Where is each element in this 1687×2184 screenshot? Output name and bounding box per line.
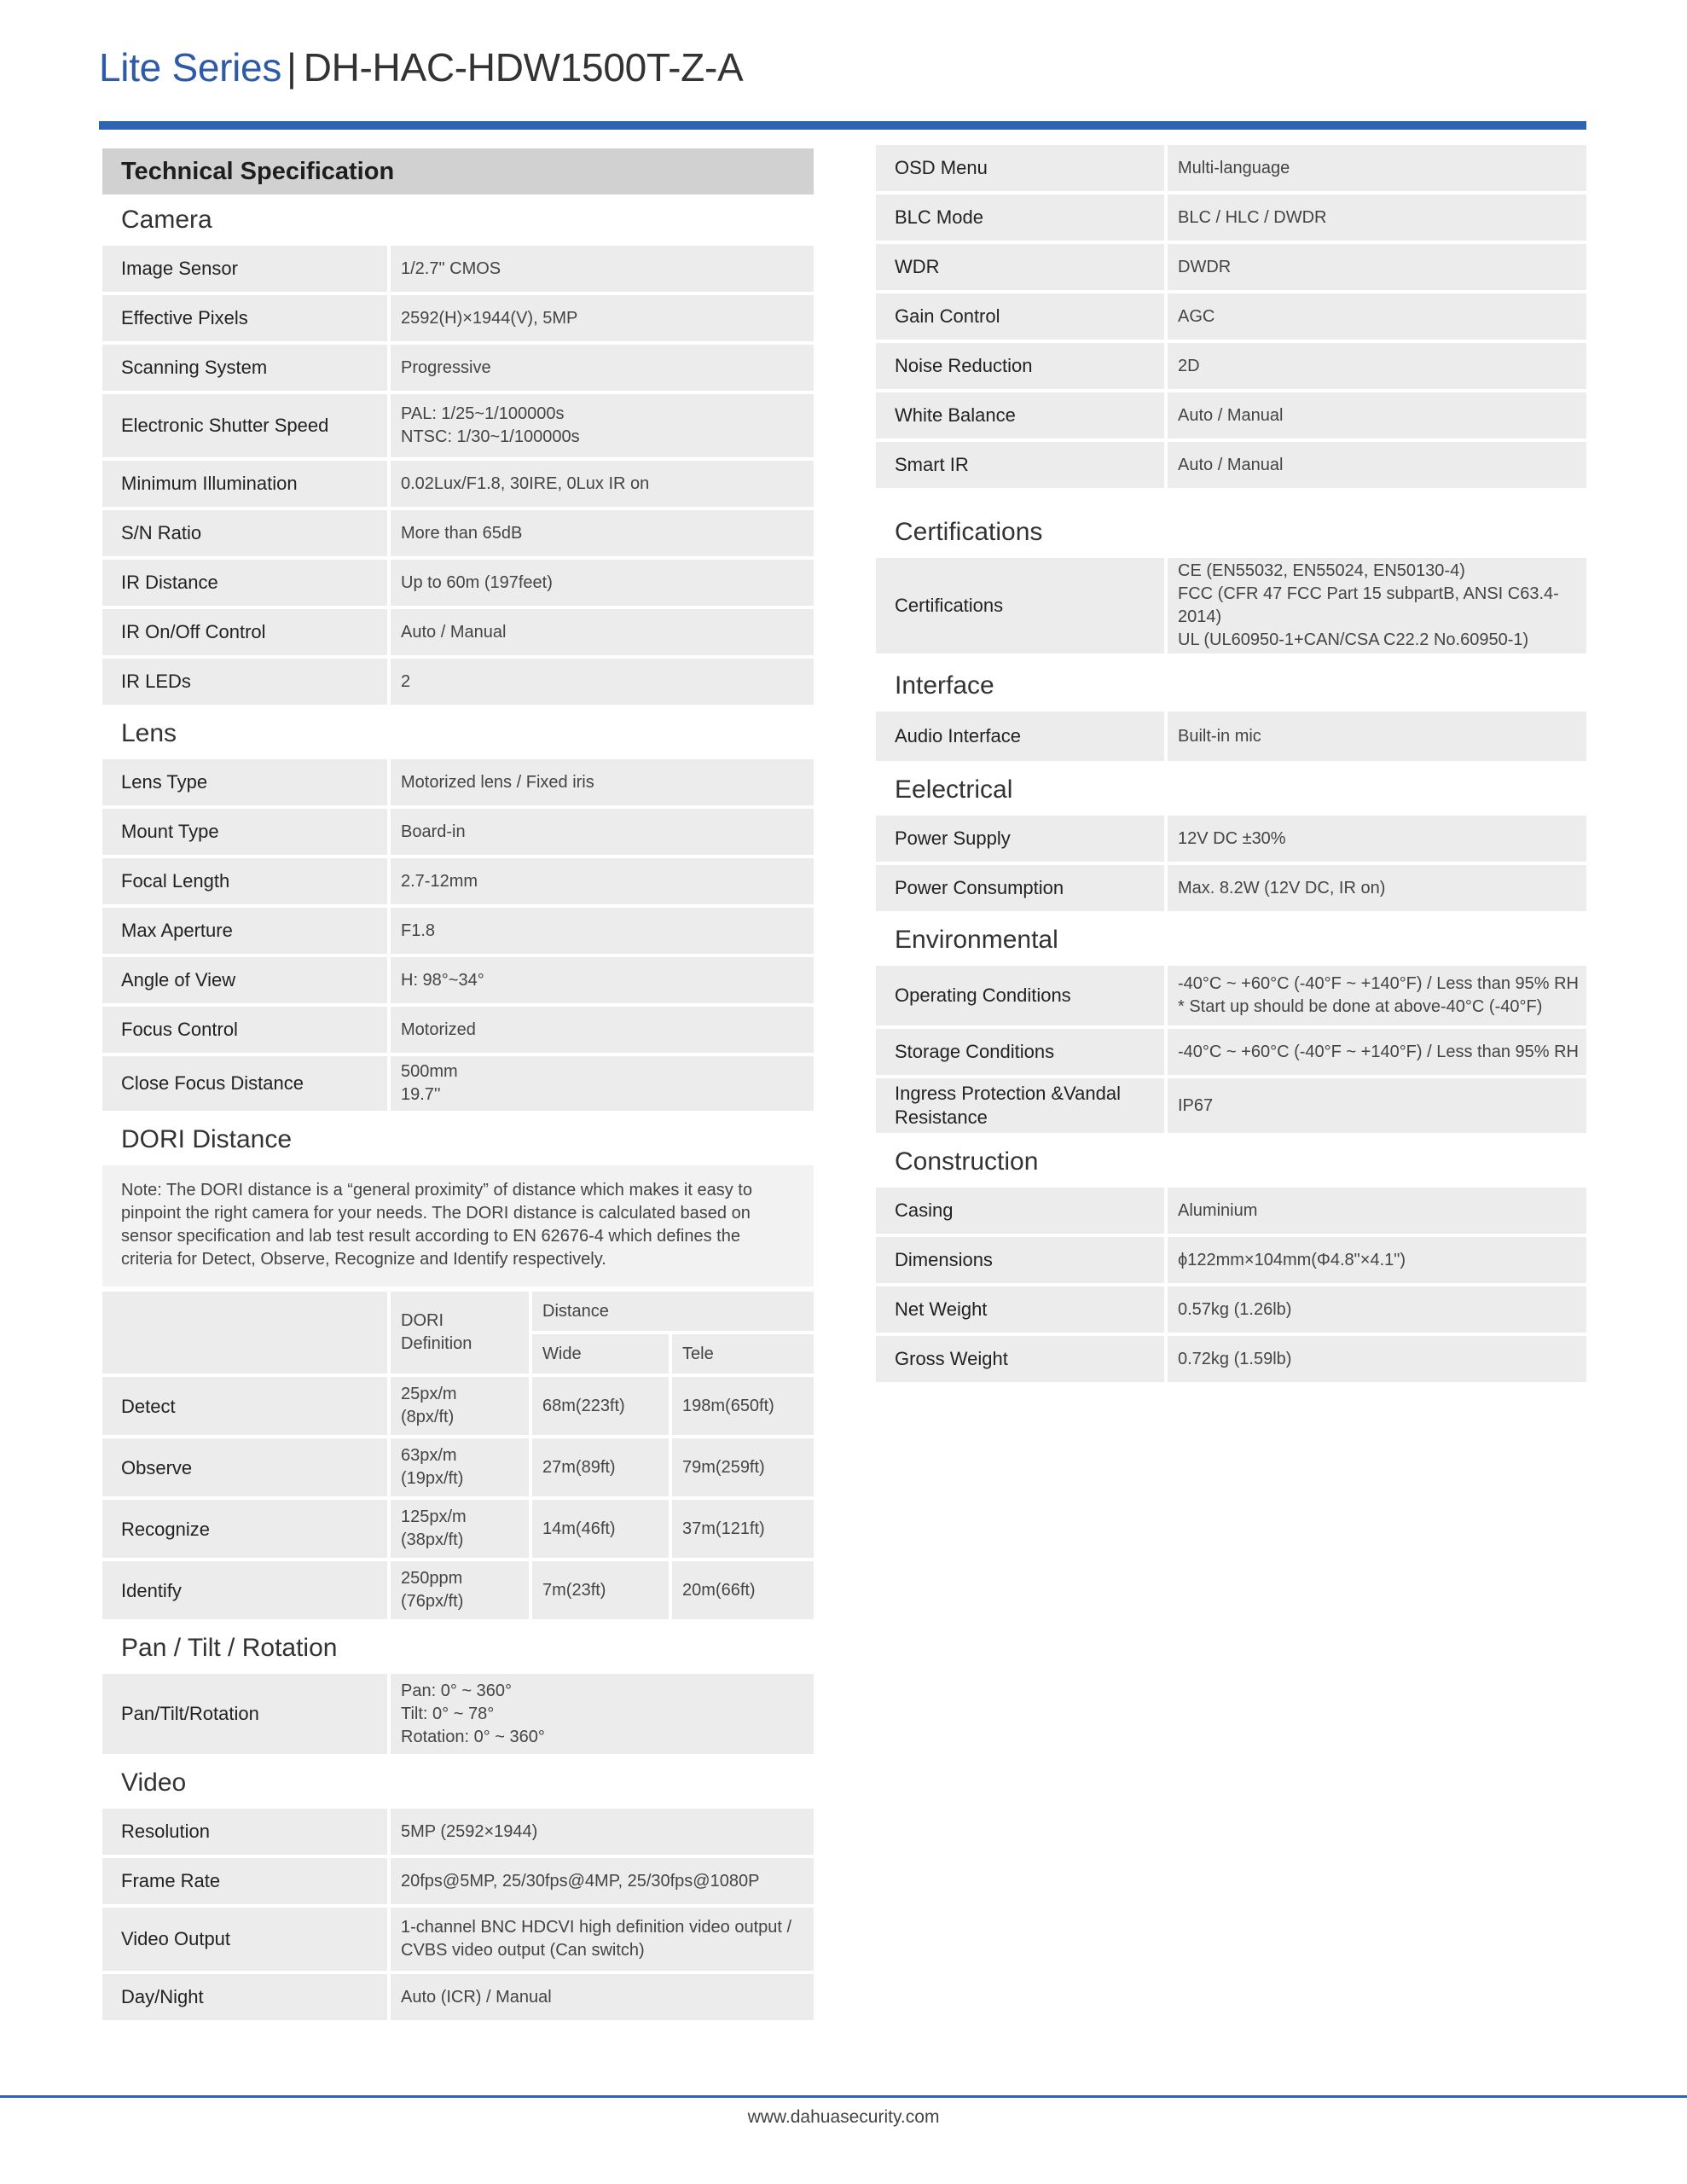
spec-label: Smart IR <box>876 442 1164 488</box>
spec-row <box>102 1007 814 1053</box>
spec-label: BLC Mode <box>876 195 1164 241</box>
spec-label: Image Sensor <box>102 246 387 292</box>
spec-label: Power Consumption <box>876 865 1164 911</box>
spec-value: IP67 <box>1168 1078 1586 1133</box>
spec-row <box>102 510 814 556</box>
spec-label: Day/Night <box>102 1974 387 2020</box>
spec-label: Max Aperture <box>102 908 387 954</box>
spec-group-interface <box>876 712 1586 761</box>
spec-value: CE (EN55032, EN55024, EN50130-4) FCC (CFR 47 FCC Part 15 subpartB, ANSI C63.4-2014) UL (UL60950-1+CAN/CSA C22.2 No.60950-1) <box>1168 558 1586 653</box>
dori-table <box>102 1292 814 1623</box>
spec-label: Operating Conditions <box>876 966 1164 1025</box>
spec-row <box>102 759 814 805</box>
spec-value: 12V DC ±30% <box>1168 816 1586 862</box>
spec-value: 1-channel BNC HDCVI high definition video output / CVBS video output (Can switch) <box>391 1908 814 1971</box>
header-rule <box>99 121 1586 130</box>
spec-value: Built-in mic <box>1168 712 1586 761</box>
spec-value: BLC / HLC / DWDR <box>1168 195 1586 241</box>
spec-row <box>102 809 814 855</box>
spec-row <box>876 293 1586 340</box>
section-heading-camera: Camera <box>121 206 212 234</box>
dori-row-wide: 14m(46ft) <box>532 1500 672 1561</box>
spec-label: Angle of View <box>102 957 387 1003</box>
spec-row <box>102 461 814 507</box>
spec-label: Focal Length <box>102 858 387 904</box>
section-heading-pan-tilt-rotation: Pan / Tilt / Rotation <box>121 1634 338 1662</box>
dori-row <box>102 1438 814 1500</box>
dori-row-name: Identify <box>102 1561 391 1623</box>
spec-row <box>876 442 1586 488</box>
spec-value: H: 98°~34° <box>391 957 814 1003</box>
spec-value: Auto (ICR) / Manual <box>391 1974 814 2020</box>
spec-group-video-continued <box>876 145 1586 488</box>
spec-row <box>102 908 814 954</box>
spec-value: DWDR <box>1168 244 1586 290</box>
spec-label: White Balance <box>876 392 1164 439</box>
spec-label: IR LEDs <box>102 659 387 705</box>
spec-label: Resolution <box>102 1809 387 1855</box>
spec-label: Close Focus Distance <box>102 1056 387 1111</box>
spec-row <box>876 244 1586 290</box>
dori-row-definition: 63px/m (19px/ft) <box>391 1438 532 1500</box>
spec-label: Pan/Tilt/Rotation <box>102 1674 387 1754</box>
dori-row-wide: 68m(223ft) <box>532 1377 672 1438</box>
dori-row-name: Detect <box>102 1377 391 1438</box>
spec-row <box>102 345 814 391</box>
spec-label: S/N Ratio <box>102 510 387 556</box>
footer-rule <box>0 2095 1687 2098</box>
spec-value: 5MP (2592×1944) <box>391 1809 814 1855</box>
spec-value: 0.02Lux/F1.8, 30IRE, 0Lux IR on <box>391 461 814 507</box>
spec-label: Minimum Illumination <box>102 461 387 507</box>
spec-value: F1.8 <box>391 908 814 954</box>
spec-group-camera <box>102 246 814 705</box>
spec-group-certifications <box>876 558 1586 653</box>
dori-row-definition: 25px/m (8px/ft) <box>391 1377 532 1438</box>
spec-label: Certifications <box>876 558 1164 653</box>
dori-note: Note: The DORI distance is a “general proximity” of distance which makes it easy to pinpoint the right camera for your needs. The DORI distance is calculated based on sensor specification and lab test result according to EN 62676-4 which defines the criteria for Detect, Observe, Recognize and Identify respectively. <box>102 1165 814 1287</box>
spec-value: 20fps@5MP, 25/30fps@4MP, 25/30fps@1080P <box>391 1858 814 1904</box>
dori-row-definition: 125px/m (38px/ft) <box>391 1500 532 1561</box>
spec-value: Aluminium <box>1168 1188 1586 1234</box>
spec-row <box>102 1674 814 1754</box>
dori-row-tele: 37m(121ft) <box>672 1500 814 1561</box>
spec-value: PAL: 1/25~1/100000s NTSC: 1/30~1/100000s <box>391 394 814 457</box>
dori-row-tele: 79m(259ft) <box>672 1438 814 1500</box>
spec-value: 2D <box>1168 343 1586 389</box>
spec-label: Electronic Shutter Speed <box>102 394 387 457</box>
section-heading-dori: DORI Distance <box>121 1125 293 1153</box>
spec-row <box>102 957 814 1003</box>
spec-label: Noise Reduction <box>876 343 1164 389</box>
spec-row <box>102 560 814 606</box>
series-name: Lite Series <box>99 45 282 90</box>
spec-label: Lens Type <box>102 759 387 805</box>
spec-row <box>876 1237 1586 1283</box>
section-heading-environmental: Environmental <box>895 926 1058 954</box>
spec-label: Mount Type <box>102 809 387 855</box>
spec-value: Board-in <box>391 809 814 855</box>
dori-col-wide: Wide <box>532 1334 672 1377</box>
spec-label: Audio Interface <box>876 712 1164 761</box>
spec-value: 2.7-12mm <box>391 858 814 904</box>
page-header <box>99 44 743 90</box>
section-heading-electrical: Eelectrical <box>895 775 1013 804</box>
dori-row-tele: 198m(650ft) <box>672 1377 814 1438</box>
spec-label: Dimensions <box>876 1237 1164 1283</box>
spec-value: Max. 8.2W (12V DC, IR on) <box>1168 865 1586 911</box>
spec-row <box>876 712 1586 761</box>
spec-row <box>876 195 1586 241</box>
footer-url: www.dahuasecurity.com <box>747 2107 940 2127</box>
spec-value: Motorized <box>391 1007 814 1053</box>
dori-col-distance: Distance <box>532 1292 814 1334</box>
spec-value: Progressive <box>391 345 814 391</box>
dori-row-wide: 7m(23ft) <box>532 1561 672 1623</box>
spec-value: Auto / Manual <box>1168 392 1586 439</box>
spec-value: 0.57kg (1.26lb) <box>1168 1287 1586 1333</box>
spec-row <box>102 858 814 904</box>
spec-value: 1/2.7" CMOS <box>391 246 814 292</box>
spec-group-electrical <box>876 816 1586 911</box>
left-column <box>102 145 814 2024</box>
model-name: DH-HAC-HDW1500T-Z-A <box>303 45 744 90</box>
spec-row <box>102 609 814 655</box>
spec-label: Gain Control <box>876 293 1164 340</box>
spec-value: ϕ122mm×104mm(Φ4.8"×4.1") <box>1168 1237 1586 1283</box>
spec-row <box>876 816 1586 862</box>
spec-group-pan-tilt-rotation <box>102 1674 814 1754</box>
spec-group-lens <box>102 759 814 1111</box>
dori-col-tele: Tele <box>672 1334 814 1377</box>
spec-row <box>102 1056 814 1111</box>
spec-row <box>876 558 1586 653</box>
spec-value: Auto / Manual <box>391 609 814 655</box>
spec-row <box>876 1078 1586 1133</box>
spec-value: -40°C ~ +60°C (-40°F ~ +140°F) / Less than 95% RH * Start up should be done at above-40°C (-40°F) <box>1168 966 1586 1025</box>
spec-row <box>102 659 814 705</box>
dori-row-tele: 20m(66ft) <box>672 1561 814 1623</box>
spec-row <box>102 246 814 292</box>
spec-value: 0.72kg (1.59lb) <box>1168 1336 1586 1382</box>
spec-value: AGC <box>1168 293 1586 340</box>
spec-label: Power Supply <box>876 816 1164 862</box>
section-heading-construction: Construction <box>895 1147 1039 1176</box>
spec-label: Effective Pixels <box>102 295 387 341</box>
spec-value: -40°C ~ +60°C (-40°F ~ +140°F) / Less than 95% RH <box>1168 1029 1586 1075</box>
dori-row <box>102 1561 814 1623</box>
spec-value: Motorized lens / Fixed iris <box>391 759 814 805</box>
spec-row <box>876 966 1586 1025</box>
spec-value: Pan: 0° ~ 360° Tilt: 0° ~ 78° Rotation: 0° ~ 360° <box>391 1674 814 1754</box>
spec-label: IR On/Off Control <box>102 609 387 655</box>
spec-row <box>876 392 1586 439</box>
spec-label: IR Distance <box>102 560 387 606</box>
spec-label: Video Output <box>102 1908 387 1971</box>
spec-label: Frame Rate <box>102 1858 387 1904</box>
spec-label: Ingress Protection &Vandal Resistance <box>876 1078 1164 1133</box>
spec-label: Casing <box>876 1188 1164 1234</box>
dori-row-definition: 250ppm (76px/ft) <box>391 1561 532 1623</box>
spec-row <box>876 1188 1586 1234</box>
spec-value: More than 65dB <box>391 510 814 556</box>
spec-row <box>876 343 1586 389</box>
dori-col-definition: DORI Definition <box>391 1292 532 1377</box>
right-column <box>876 145 1586 1385</box>
spec-label: Scanning System <box>102 345 387 391</box>
spec-value: Up to 60m (197feet) <box>391 560 814 606</box>
spec-label: OSD Menu <box>876 145 1164 191</box>
spec-row <box>102 1974 814 2020</box>
spec-row <box>876 865 1586 911</box>
dori-row <box>102 1377 814 1438</box>
spec-group-video <box>102 1809 814 2020</box>
spec-label: Storage Conditions <box>876 1029 1164 1075</box>
spec-group-construction <box>876 1188 1586 1382</box>
spec-value: Multi-language <box>1168 145 1586 191</box>
spec-row <box>876 1336 1586 1382</box>
spec-row <box>876 1287 1586 1333</box>
spec-row <box>102 1908 814 1971</box>
spec-label: Gross Weight <box>876 1336 1164 1382</box>
spec-value: 2592(H)×1944(V), 5MP <box>391 295 814 341</box>
spec-label: Net Weight <box>876 1287 1164 1333</box>
section-heading-interface: Interface <box>895 671 994 700</box>
dori-row-name: Observe <box>102 1438 391 1500</box>
header-separator: | <box>287 45 297 90</box>
dori-row <box>102 1500 814 1561</box>
section-heading-video: Video <box>121 1769 187 1797</box>
dori-row-wide: 27m(89ft) <box>532 1438 672 1500</box>
spec-row <box>876 1029 1586 1075</box>
spec-label: WDR <box>876 244 1164 290</box>
spec-value: 500mm 19.7'' <box>391 1056 814 1111</box>
spec-row <box>102 1809 814 1855</box>
spec-row <box>102 295 814 341</box>
spec-value: Auto / Manual <box>1168 442 1586 488</box>
spec-row <box>102 1858 814 1904</box>
section-heading-certifications: Certifications <box>895 518 1043 546</box>
spec-label: Focus Control <box>102 1007 387 1053</box>
section-heading-lens: Lens <box>121 719 177 747</box>
spec-value: 2 <box>391 659 814 705</box>
spec-row <box>102 394 814 457</box>
spec-group-environmental <box>876 966 1586 1133</box>
spec-row <box>876 145 1586 191</box>
dori-row-name: Recognize <box>102 1500 391 1561</box>
dori-corner-cell <box>102 1292 391 1377</box>
spec-title: Technical Specification <box>102 148 814 195</box>
